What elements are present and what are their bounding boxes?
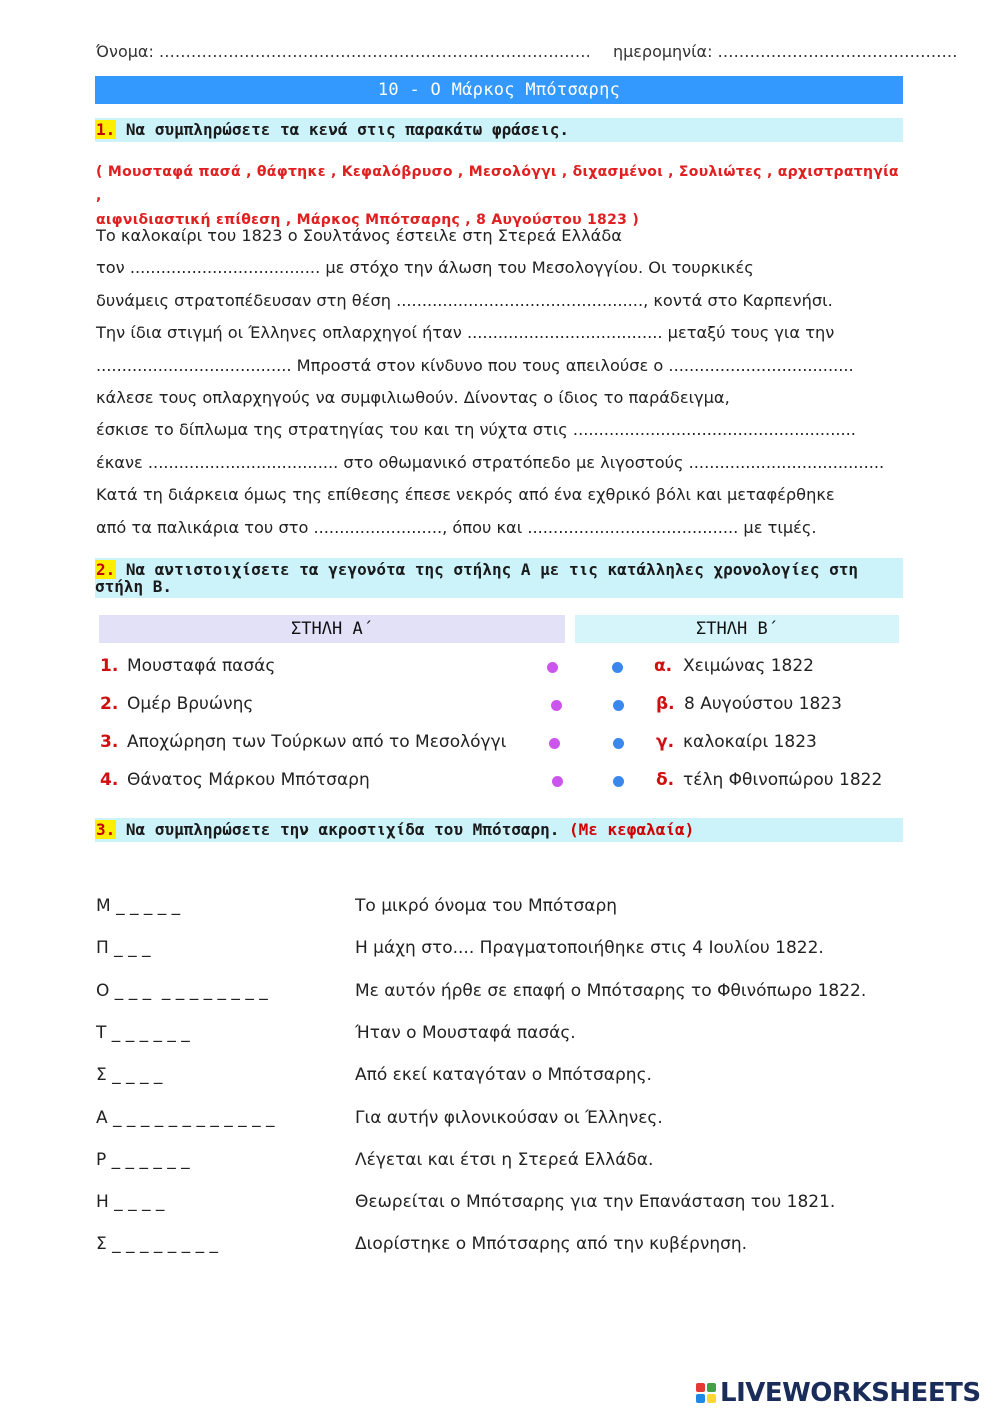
item-b-letter: β.	[656, 694, 675, 714]
item-a-number: 4.	[100, 770, 119, 790]
paragraph-line: Το καλοκαίρι του 1823 ο Σουλτάνος έστειλε στη Στερεά Ελλάδα	[96, 226, 622, 245]
liveworksheets-logo	[696, 1379, 981, 1407]
paragraph-line: Την ίδια στιγμή οι Έλληνες οπλαρχηγοί ήταν ...................................... μεταξύ τους για την	[96, 323, 835, 343]
acrostic-row	[0, 981, 1000, 1009]
match-dot-b[interactable]	[613, 700, 624, 711]
paragraph-line: έσκισε το δίπλωμα της στρατηγίας του και τη νύχτα στις .......................................................	[96, 420, 856, 440]
acrostic-clue: Το μικρό όνομα του Μπότσαρη	[355, 896, 618, 916]
match-dot-a[interactable]	[552, 776, 563, 787]
paragraph-line: από τα παλικάρια του στο ........................., όπου και ......................................... με τιμές.	[96, 517, 817, 537]
logo-mark-icon	[696, 1383, 716, 1403]
matching-row	[0, 694, 1000, 724]
acrostic-clue: Θεωρείται ο Μπότσαρης για την Επανάσταση του 1821.	[355, 1192, 836, 1213]
paragraph-line: ...................................... Μπροστά στον κίνδυνο που τους απειλούσε ο ....................................	[96, 355, 854, 375]
paragraph-line: Κατά τη διάρκεια όμως της επίθεσης έπεσε νεκρός από ένα εχθρικό βόλι και μεταφέρθηκε	[96, 485, 835, 505]
section-1-number: 1.	[96, 120, 116, 139]
acrostic-answer-blanks[interactable]: Σ _ _ _ _ _ _ _ _	[96, 1234, 218, 1255]
section-1-text: Να συμπληρώσετε τα κενά στις παρακάτω φράσεις.	[116, 120, 570, 139]
item-a-number: 2.	[100, 694, 119, 714]
acrostic-clue: Για αυτήν φιλονικούσαν οι Έλληνες.	[355, 1107, 663, 1128]
acrostic-answer-blanks[interactable]: Ο _ _ _ _ _ _ _ _ _ _ _	[96, 980, 268, 1001]
acrostic-clue: Λέγεται και έτσι η Στερεά Ελλάδα.	[355, 1149, 654, 1170]
match-dot-b[interactable]	[612, 662, 623, 673]
acrostic-row	[0, 1234, 1000, 1262]
section-3-number: 3.	[96, 820, 116, 839]
section-2-number: 2.	[96, 560, 116, 579]
acrostic-clue: Η μάχη στο.... Πραγματοποιήθηκε στις 4 Ιουλίου 1822.	[355, 938, 824, 959]
acrostic-row	[0, 938, 1000, 966]
acrostic-answer-blanks[interactable]: Τ _ _ _ _ _ _	[96, 1022, 190, 1043]
acrostic-row	[0, 1150, 1000, 1178]
section-3-note: (Με κεφαλαία)	[559, 820, 695, 839]
section-3-text: Να συμπληρώσετε την ακροστιχίδα του Μπότσαρη.	[116, 820, 560, 839]
match-dot-a[interactable]	[551, 700, 562, 711]
acrostic-answer-blanks[interactable]: Η _ _ _ _	[96, 1192, 165, 1213]
acrostic-row	[0, 1192, 1000, 1220]
item-b-text: Χειμώνας 1822	[683, 656, 814, 676]
acrostic-clue: Ήταν ο Μουσταφά πασάς.	[355, 1022, 576, 1043]
header-line	[96, 42, 958, 61]
item-b-text: καλοκαίρι 1823	[683, 732, 817, 752]
paragraph-line: κάλεσε τους οπλαρχηγούς να συμφιλιωθούν. Δίνοντας ο ίδιος το παράδειγμα,	[96, 388, 730, 407]
acrostic-answer-blanks[interactable]: Σ _ _ _ _	[96, 1065, 163, 1086]
acrostic-row	[0, 896, 1000, 924]
acrostic-answer-blanks[interactable]: Ρ _ _ _ _ _ _	[96, 1149, 190, 1170]
acrostic-answer-blanks[interactable]: Α _ _ _ _ _ _ _ _ _ _ _ _	[96, 1107, 275, 1128]
item-a-text: Αποχώρηση των Τούρκων από το Μεσολόγγι	[127, 732, 507, 752]
acrostic-row	[0, 1108, 1000, 1136]
column-b-header: ΣΤΗΛΗ Β΄	[575, 615, 899, 643]
acrostic-clue: Από εκεί καταγόταν ο Μπότσαρης.	[355, 1065, 652, 1086]
section-2-text-line-1: Να αντιστοιχίσετε τα γεγονότα της στήλης Α με τις κατάλληλες χρονολογίες στη	[116, 560, 858, 579]
item-a-text: Θάνατος Μάρκου Μπότσαρη	[127, 770, 370, 790]
date-field-label: ημερομηνία: ………………………………………	[612, 42, 958, 61]
section-2-text-line-2: στήλη Β.	[95, 577, 173, 596]
acrostic-row	[0, 1065, 1000, 1093]
item-a-text: Μουσταφά πασάς	[127, 656, 276, 676]
item-a-number: 3.	[100, 732, 119, 752]
item-a-text: Ομέρ Βρυώνης	[127, 694, 254, 714]
item-b-text: τέλη Φθινοπώρου 1822	[683, 770, 883, 790]
match-dot-b[interactable]	[613, 738, 624, 749]
acrostic-clue: Με αυτόν ήρθε σε επαφή ο Μπότσαρης το Φθινόπωρο 1822.	[355, 980, 867, 1001]
matching-row	[0, 770, 1000, 800]
acrostic-row	[0, 1023, 1000, 1051]
word-bank	[96, 160, 906, 232]
column-a-header: ΣΤΗΛΗ Α΄	[99, 615, 565, 643]
word-bank-line-2: αιφνιδιαστική επίθεση , Μάρκος Μπότσαρης , 8 Αυγούστου 1823 )	[96, 212, 640, 228]
word-bank-line-1: ( Μουσταφά πασά , θάφτηκε , Κεφαλόβρυσο , Μεσολόγγι , διχασμένοι , Σουλιώτες , αρχιστρατηγία ,	[96, 164, 899, 204]
section-3-heading	[95, 818, 903, 842]
acrostic-answer-blanks[interactable]: Μ _ _ _ _ _	[96, 896, 181, 916]
paragraph-line: δυνάμεις στρατοπέδευσαν στη θέση ................................................, κοντά στο Καρπενήσι.	[96, 290, 833, 310]
match-dot-b[interactable]	[613, 776, 624, 787]
item-b-letter: α.	[654, 656, 673, 676]
item-b-letter: γ.	[656, 732, 675, 752]
matching-row	[0, 732, 1000, 762]
acrostic-answer-blanks[interactable]: Π _ _ _	[96, 938, 151, 959]
section-2-heading	[95, 558, 903, 598]
worksheet-title: 10 - Ο Μάρκος Μπότσαρης	[95, 76, 903, 104]
match-dot-a[interactable]	[549, 738, 560, 749]
match-dot-a[interactable]	[547, 662, 558, 673]
paragraph-line: τον ..................................... με στόχο την άλωση του Μεσολογγίου. Οι τουρκικές	[96, 258, 754, 278]
section-1-heading	[95, 118, 903, 142]
item-b-letter: δ.	[656, 770, 675, 790]
logo-text: LIVEWORKSHEETS	[720, 1378, 981, 1408]
item-a-number: 1.	[100, 656, 119, 676]
name-field-label: Όνομα: ………………………………………………………………………	[96, 42, 591, 61]
acrostic-clue: Διορίστηκε ο Μπότσαρης από την κυβέρνηση.	[355, 1234, 748, 1255]
paragraph-line: έκανε ..................................... στο οθωμανικό στρατόπεδο με λιγοστούς ......................................	[96, 452, 885, 472]
item-b-text: 8 Αυγούστου 1823	[684, 694, 842, 714]
matching-row	[0, 656, 1000, 686]
